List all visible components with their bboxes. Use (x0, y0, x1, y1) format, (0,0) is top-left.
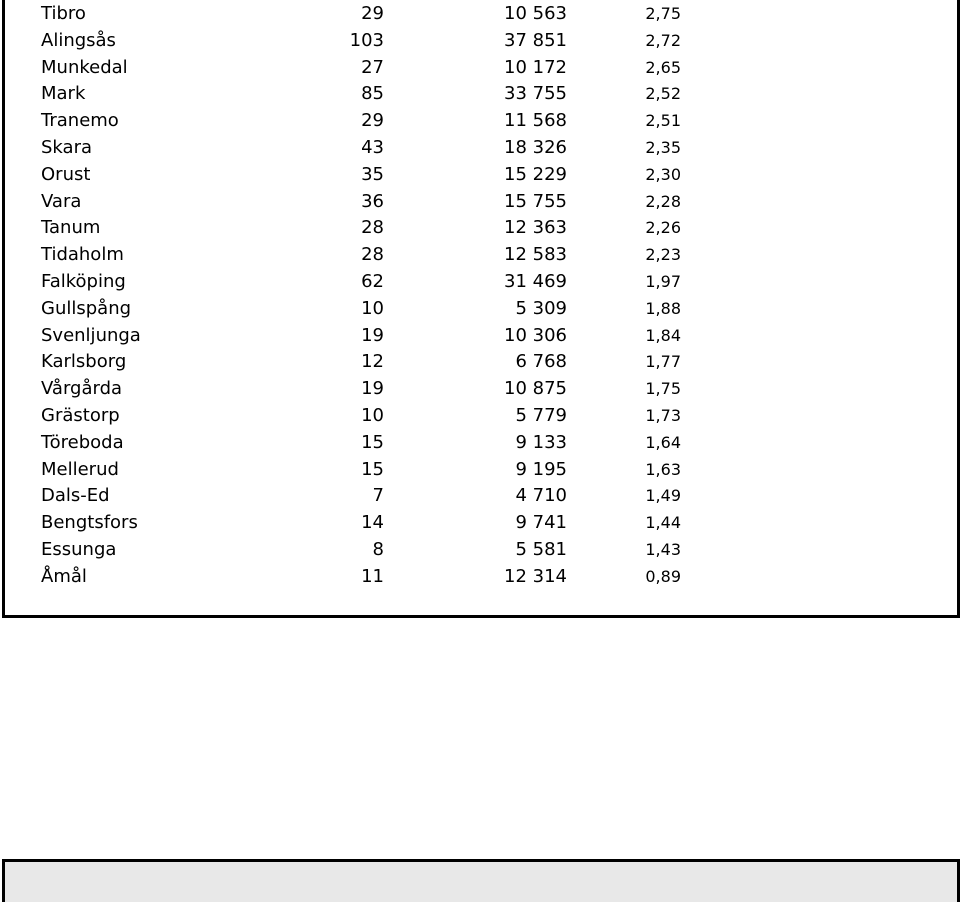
municipality-name-cell: Grästorp (41, 404, 120, 426)
table-row (5, 135, 957, 162)
rate-cell: 1,84 (645, 325, 681, 345)
count-cell: 28 (361, 217, 384, 239)
population-cell: 37 851 (504, 29, 567, 51)
table-row (5, 564, 957, 591)
municipality-name-cell: Falköping (41, 270, 126, 292)
table-row (5, 28, 957, 55)
count-cell: 85 (361, 83, 384, 105)
count-cell: 29 (361, 3, 384, 24)
count-cell: 35 (361, 163, 384, 185)
table-row (5, 269, 957, 296)
municipality-name-cell: Tranemo (41, 110, 119, 132)
table-row (5, 81, 957, 108)
table-body (5, 1, 957, 591)
table-row (5, 189, 957, 216)
table-row (5, 430, 957, 457)
municipality-name-cell: Mark (41, 83, 86, 105)
municipality-name-cell: Essunga (41, 538, 117, 560)
rate-cell: 2,52 (645, 84, 681, 104)
count-cell: 19 (361, 378, 384, 400)
population-cell: 10 306 (504, 324, 567, 346)
count-cell: 10 (361, 297, 384, 319)
table-row (5, 215, 957, 242)
count-cell: 7 (372, 485, 384, 507)
population-cell: 4 710 (515, 485, 567, 507)
municipality-name-cell: Bengtsfors (41, 512, 138, 534)
count-cell: 103 (349, 29, 384, 51)
rate-cell: 1,44 (645, 513, 681, 533)
rate-cell: 2,30 (645, 164, 681, 184)
population-cell: 15 229 (504, 163, 567, 185)
table-row (5, 376, 957, 403)
population-cell: 31 469 (504, 270, 567, 292)
table-row (5, 296, 957, 323)
table-row (5, 403, 957, 430)
municipality-name-cell: Vårgårda (41, 378, 123, 400)
population-cell: 5 309 (515, 297, 567, 319)
municipality-name-cell: Gullspång (41, 297, 132, 319)
population-cell: 33 755 (504, 83, 567, 105)
table-row (5, 323, 957, 350)
municipality-name-cell: Dals-Ed (41, 485, 110, 507)
municipality-name-cell: Tibro (41, 3, 86, 24)
population-cell: 5 779 (515, 404, 567, 426)
rate-cell: 2,35 (645, 137, 681, 157)
table-row (5, 108, 957, 135)
table-row (5, 483, 957, 510)
rate-cell: 2,23 (645, 245, 681, 265)
municipality-table (2, 0, 960, 618)
count-cell: 15 (361, 431, 384, 453)
rate-cell: 1,43 (645, 539, 681, 559)
count-cell: 28 (361, 244, 384, 266)
rate-cell: 2,26 (645, 218, 681, 238)
population-cell: 5 581 (515, 538, 567, 560)
municipality-name-cell: Karlsborg (41, 351, 127, 373)
population-cell: 9 741 (515, 512, 567, 534)
population-cell: 12 314 (504, 565, 567, 587)
population-cell: 9 195 (515, 458, 567, 480)
count-cell: 15 (361, 458, 384, 480)
table-row (5, 1, 957, 28)
population-cell: 10 563 (504, 3, 567, 24)
rate-cell: 2,72 (645, 30, 681, 50)
count-cell: 10 (361, 404, 384, 426)
rate-cell: 2,65 (645, 57, 681, 77)
municipality-name-cell: Åmål (41, 565, 87, 587)
population-cell: 10 875 (504, 378, 567, 400)
count-cell: 43 (361, 136, 384, 158)
table-row (5, 349, 957, 376)
rate-cell: 2,51 (645, 111, 681, 131)
table-row (5, 242, 957, 269)
population-cell: 6 768 (515, 351, 567, 373)
rate-cell: 2,75 (645, 4, 681, 23)
table-row (5, 55, 957, 82)
table-row (5, 510, 957, 537)
next-table-box (2, 859, 960, 902)
municipality-name-cell: Vara (41, 190, 82, 212)
count-cell: 11 (361, 565, 384, 587)
municipality-name-cell: Töreboda (41, 431, 124, 453)
count-cell: 27 (361, 56, 384, 78)
table-row (5, 457, 957, 484)
population-cell: 10 172 (504, 56, 567, 78)
rate-cell: 1,77 (645, 352, 681, 372)
municipality-name-cell: Munkedal (41, 56, 128, 78)
rate-cell: 1,75 (645, 379, 681, 399)
rate-cell: 1,49 (645, 486, 681, 506)
count-cell: 62 (361, 270, 384, 292)
count-cell: 14 (361, 512, 384, 534)
table-row (5, 162, 957, 189)
municipality-name-cell: Svenljunga (41, 324, 141, 346)
table-row (5, 537, 957, 564)
count-cell: 29 (361, 110, 384, 132)
rate-cell: 0,89 (645, 566, 681, 586)
rate-cell: 1,73 (645, 405, 681, 425)
rate-cell: 1,97 (645, 271, 681, 291)
population-cell: 12 363 (504, 217, 567, 239)
count-cell: 19 (361, 324, 384, 346)
rate-cell: 2,28 (645, 191, 681, 211)
municipality-name-cell: Tidaholm (41, 244, 124, 266)
count-cell: 12 (361, 351, 384, 373)
population-cell: 9 133 (515, 431, 567, 453)
rate-cell: 1,63 (645, 459, 681, 479)
municipality-name-cell: Alingsås (41, 29, 116, 51)
population-cell: 12 583 (504, 244, 567, 266)
municipality-name-cell: Skara (41, 136, 92, 158)
rate-cell: 1,88 (645, 298, 681, 318)
municipality-name-cell: Orust (41, 163, 91, 185)
count-cell: 8 (372, 538, 384, 560)
population-cell: 18 326 (504, 136, 567, 158)
municipality-name-cell: Tanum (41, 217, 101, 239)
population-cell: 15 755 (504, 190, 567, 212)
count-cell: 36 (361, 190, 384, 212)
population-cell: 11 568 (504, 110, 567, 132)
rate-cell: 1,64 (645, 432, 681, 452)
municipality-name-cell: Mellerud (41, 458, 119, 480)
